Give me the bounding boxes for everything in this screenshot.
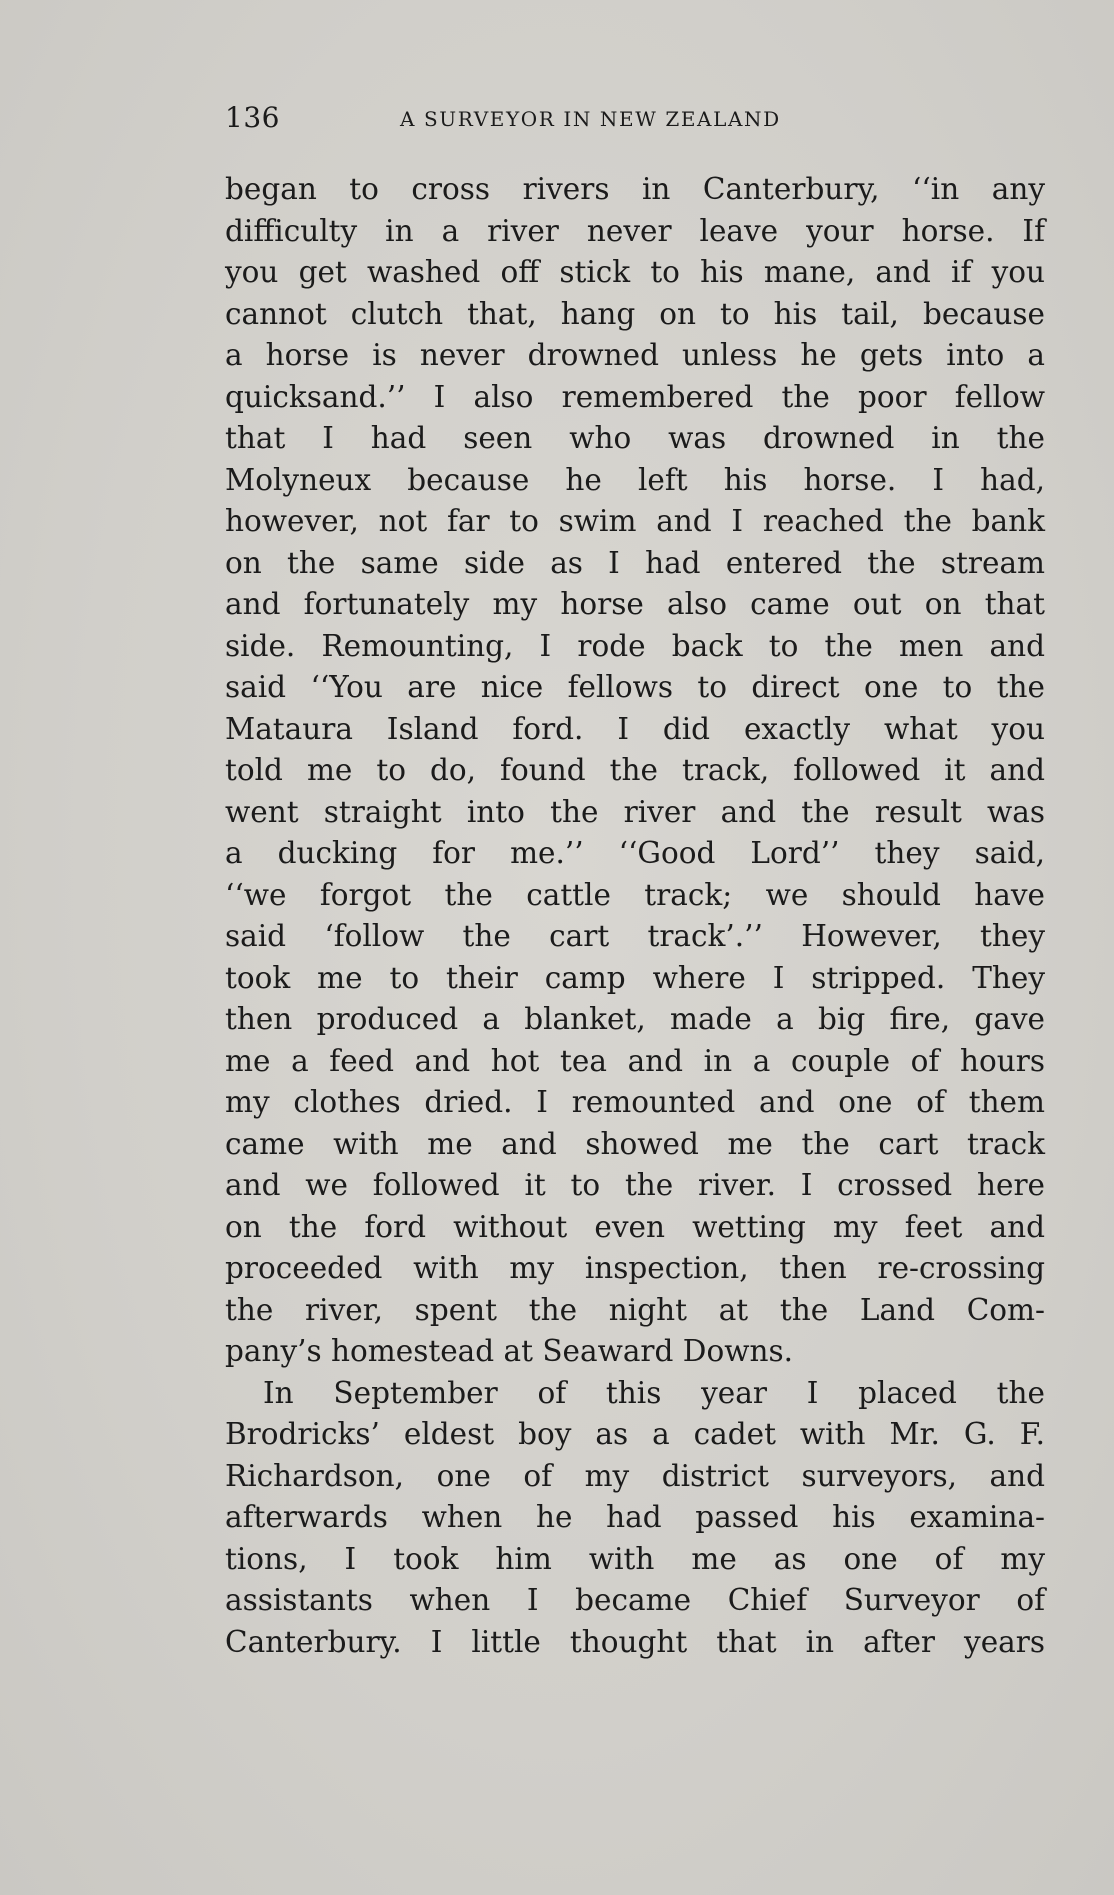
- text-line: took me to their camp where I stripped. They: [225, 960, 1045, 995]
- running-header: [225, 100, 1045, 136]
- text-line: Molyneux because he left his horse. I had,: [225, 462, 1045, 497]
- text-line: you get washed off stick to his mane, and if you: [225, 255, 1045, 289]
- page-number: 136: [225, 101, 280, 134]
- text-line: and fortunately my horse also came out on that: [225, 587, 1045, 621]
- text-line: assistants when I became Chief Surveyor of: [225, 1583, 1045, 1617]
- text-line: difficulty in a river never leave your horse. If: [225, 213, 1045, 248]
- text-line: the river, spent the night at the Land Com-: [225, 1292, 1045, 1327]
- paragraph-end-line: pany’s homestead at Seaward Downs.: [225, 1334, 793, 1368]
- text-line: on the ford without even wetting my feet and: [225, 1209, 1045, 1244]
- text-line: tions, I took him with me as one of my: [225, 1541, 1045, 1576]
- text-line: then produced a blanket, made a big fire, gave: [225, 1002, 1045, 1036]
- text-line: Brodricks’ eldest boy as a cadet with Mr. G. F.: [225, 1417, 1045, 1451]
- text-line: however, not far to swim and I reached the bank: [225, 504, 1045, 538]
- text-line: went straight into the river and the result was: [225, 794, 1045, 829]
- paragraph-start-line: In September of this year I placed the: [263, 1375, 1045, 1410]
- text-line: a ducking for me.’’ ‘‘Good Lord’’ they said,: [225, 836, 1045, 870]
- text-line: proceeded with my inspection, then re-crossing: [225, 1251, 1045, 1285]
- text-line: me a feed and hot tea and in a couple of hours: [225, 1043, 1045, 1078]
- text-line: on the same side as I had entered the stream: [225, 545, 1045, 580]
- text-line: Mataura Island ford. I did exactly what you: [225, 711, 1045, 746]
- text-line: came with me and showed me the cart track: [225, 1126, 1045, 1161]
- text-line: said ‘‘You are nice fellows to direct one to the: [225, 670, 1045, 704]
- text-line: and we followed it to the river. I crossed here: [225, 1168, 1045, 1202]
- text-line: side. Remounting, I rode back to the men and: [225, 628, 1045, 663]
- text-line: a horse is never drowned unless he gets into a: [225, 338, 1045, 372]
- text-line: that I had seen who was drowned in the: [225, 421, 1045, 455]
- text-line: told me to do, found the track, followed it and: [225, 753, 1045, 787]
- text-line: ‘‘we forgot the cattle track; we should have: [225, 877, 1045, 912]
- text-line: Canterbury. I little thought that in after years: [225, 1624, 1045, 1659]
- text-line: afterwards when he had passed his examina-: [225, 1500, 1045, 1534]
- text-line: my clothes dried. I remounted and one of them: [225, 1085, 1045, 1119]
- text-line: Richardson, one of my district surveyors, and: [225, 1458, 1045, 1493]
- text-line: began to cross rivers in Canterbury, ‘‘in any: [225, 172, 1045, 206]
- running-title: A SURVEYOR IN NEW ZEALAND: [400, 107, 781, 131]
- text-line: cannot clutch that, hang on to his tail, because: [225, 296, 1045, 331]
- body-text: [225, 169, 1045, 1663]
- text-line: said ‘follow the cart track’.’’ However, they: [225, 919, 1045, 953]
- text-line: quicksand.’’ I also remembered the poor fellow: [225, 379, 1045, 414]
